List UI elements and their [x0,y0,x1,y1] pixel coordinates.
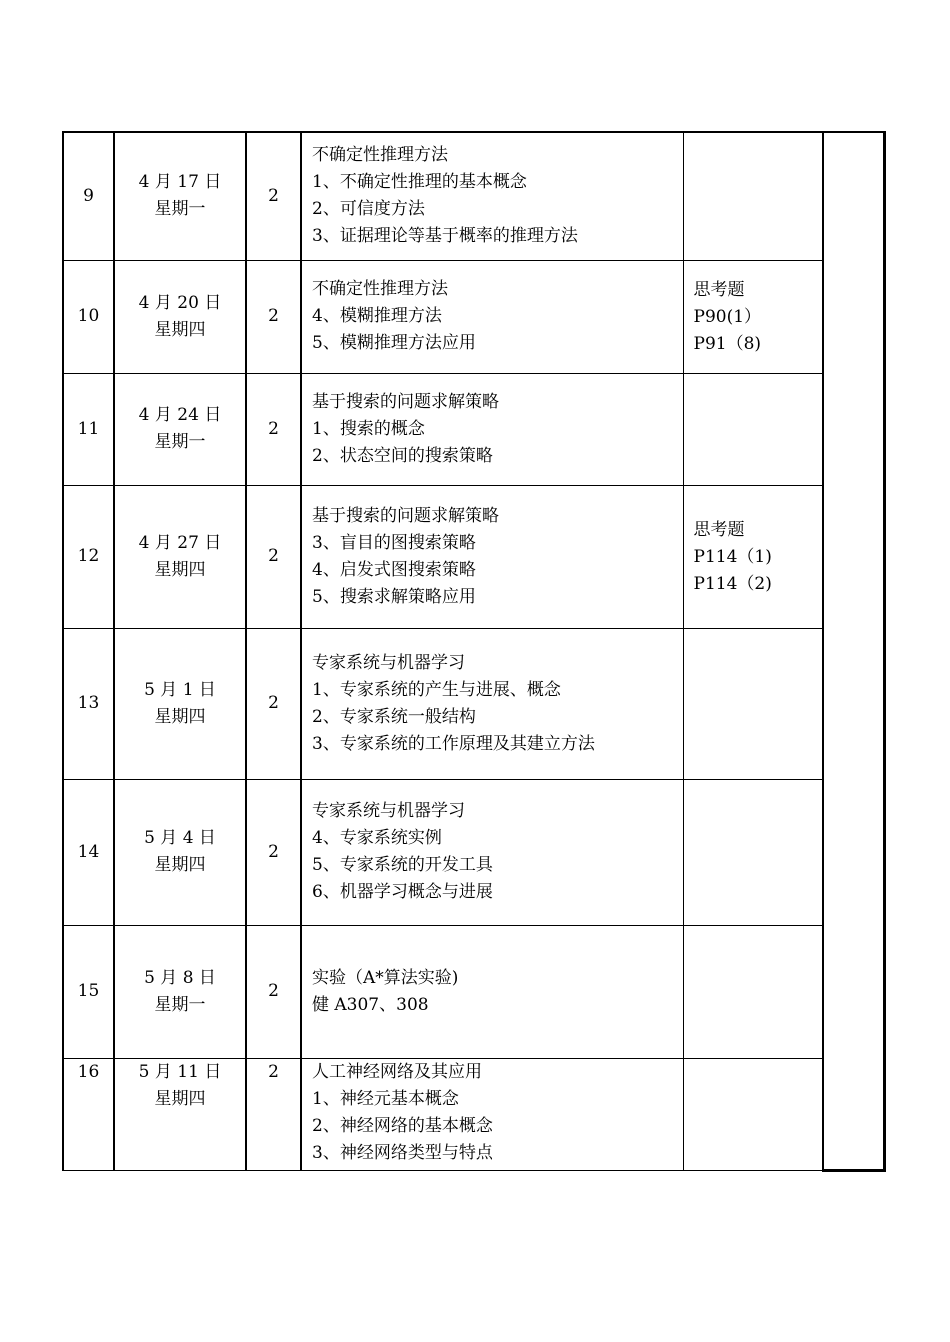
date-day: 4 月 20 日 [138,292,222,313]
date-day: 4 月 27 日 [138,532,222,553]
session-hours: 2 [246,779,301,925]
date-day: 5 月 4 日 [144,828,216,848]
date-weekday: 星期四 [154,1088,206,1109]
content-item: 4、启发式图搜索策略 [312,559,476,580]
session-content [301,779,683,925]
session-number: 10 [63,260,114,373]
session-homework [683,1058,823,1170]
homework-title: 思考题 [693,520,745,540]
content-item: 2、状态空间的搜索策略 [312,445,493,466]
session-date [114,260,246,373]
content-item: 1、专家系统的产生与进展、概念 [312,679,561,700]
session-number: 15 [63,925,114,1058]
session-number: 12 [63,485,114,628]
session-content [301,1058,683,1170]
session-homework [683,260,823,373]
session-content [301,925,683,1058]
session-hours: 2 [246,925,301,1058]
schedule-row [63,925,884,1058]
content-item: 1、神经元基本概念 [312,1088,459,1109]
session-hours: 2 [246,628,301,779]
content-topic: 实验（A*算法实验) [312,967,459,988]
date-weekday: 星期四 [154,319,206,340]
session-number: 13 [63,628,114,779]
date-weekday: 星期一 [154,994,206,1015]
homework-item: P114（2) [693,574,772,594]
content-item: 2、可信度方法 [312,199,425,220]
content-item: 3、专家系统的工作原理及其建立方法 [312,733,595,754]
content-item: 4、专家系统实例 [312,828,442,848]
schedule-row [63,260,884,373]
content-item: 5、搜索求解策略应用 [312,586,476,607]
content-topic: 专家系统与机器学习 [312,801,465,821]
homework-item: P114（1) [693,547,772,567]
session-hours: 2 [246,373,301,485]
date-weekday: 星期四 [154,559,206,580]
date-day: 5 月 1 日 [144,679,216,700]
content-item: 5、模糊推理方法应用 [312,333,476,353]
date-day: 4 月 24 日 [138,405,222,425]
session-homework [683,779,823,925]
schedule-row [63,373,884,485]
content-topic: 专家系统与机器学习 [312,652,465,673]
session-homework [683,628,823,779]
session-number: 14 [63,779,114,925]
schedule-row [63,485,884,628]
homework-item: P90(1） [693,307,762,327]
content-item: 3、证据理论等基于概率的推理方法 [312,226,578,247]
content-item: 5、专家系统的开发工具 [312,855,493,875]
date-weekday: 星期一 [154,199,206,220]
session-date [114,1058,246,1170]
content-item: 1、不确定性推理的基本概念 [312,172,527,193]
content-topic: 不确定性推理方法 [312,145,448,166]
schedule-row [63,779,884,925]
session-date [114,779,246,925]
content-item: 3、神经网络类型与特点 [312,1142,493,1163]
session-content [301,260,683,373]
session-number: 9 [63,132,114,260]
schedule-row [63,628,884,779]
session-date [114,485,246,628]
date-weekday: 星期四 [154,706,206,727]
session-hours: 2 [246,1058,301,1170]
session-date [114,132,246,260]
session-content [301,628,683,779]
content-topic: 人工神经网络及其应用 [312,1061,482,1082]
session-date [114,373,246,485]
content-item: 4、模糊推理方法 [312,306,442,326]
date-day: 4 月 17 日 [138,172,222,193]
session-hours: 2 [246,132,301,260]
date-day: 5 月 8 日 [144,967,216,988]
session-homework [683,485,823,628]
session-homework [683,925,823,1058]
date-weekday: 星期四 [154,855,206,875]
schedule-row [63,132,884,260]
session-homework [683,132,823,260]
remarks-column [823,132,884,1170]
homework-item: P91（8) [693,334,762,354]
session-hours: 2 [246,485,301,628]
session-content [301,485,683,628]
content-item: 3、盲目的图搜索策略 [312,532,476,553]
content-topic: 基于搜索的问题求解策略 [312,391,499,412]
content-item: 2、神经网络的基本概念 [312,1115,493,1136]
content-item: 6、机器学习概念与进展 [312,882,493,902]
content-item: 2、专家系统一般结构 [312,706,476,727]
content-topic: 不确定性推理方法 [312,279,448,299]
content-item: 1、搜索的概念 [312,418,425,439]
session-content [301,373,683,485]
homework-title: 思考题 [693,280,745,300]
session-content [301,132,683,260]
session-number: 16 [63,1058,114,1170]
session-date [114,628,246,779]
content-item: 健 A307、308 [312,994,429,1015]
session-number: 11 [63,373,114,485]
session-homework [683,373,823,485]
schedule-row [63,1058,884,1170]
content-topic: 基于搜索的问题求解策略 [312,505,499,526]
date-day: 5 月 11 日 [138,1061,222,1082]
schedule-body [63,132,884,1170]
session-date [114,925,246,1058]
session-hours: 2 [246,260,301,373]
date-weekday: 星期一 [154,432,206,452]
course-schedule-table [62,131,886,1172]
